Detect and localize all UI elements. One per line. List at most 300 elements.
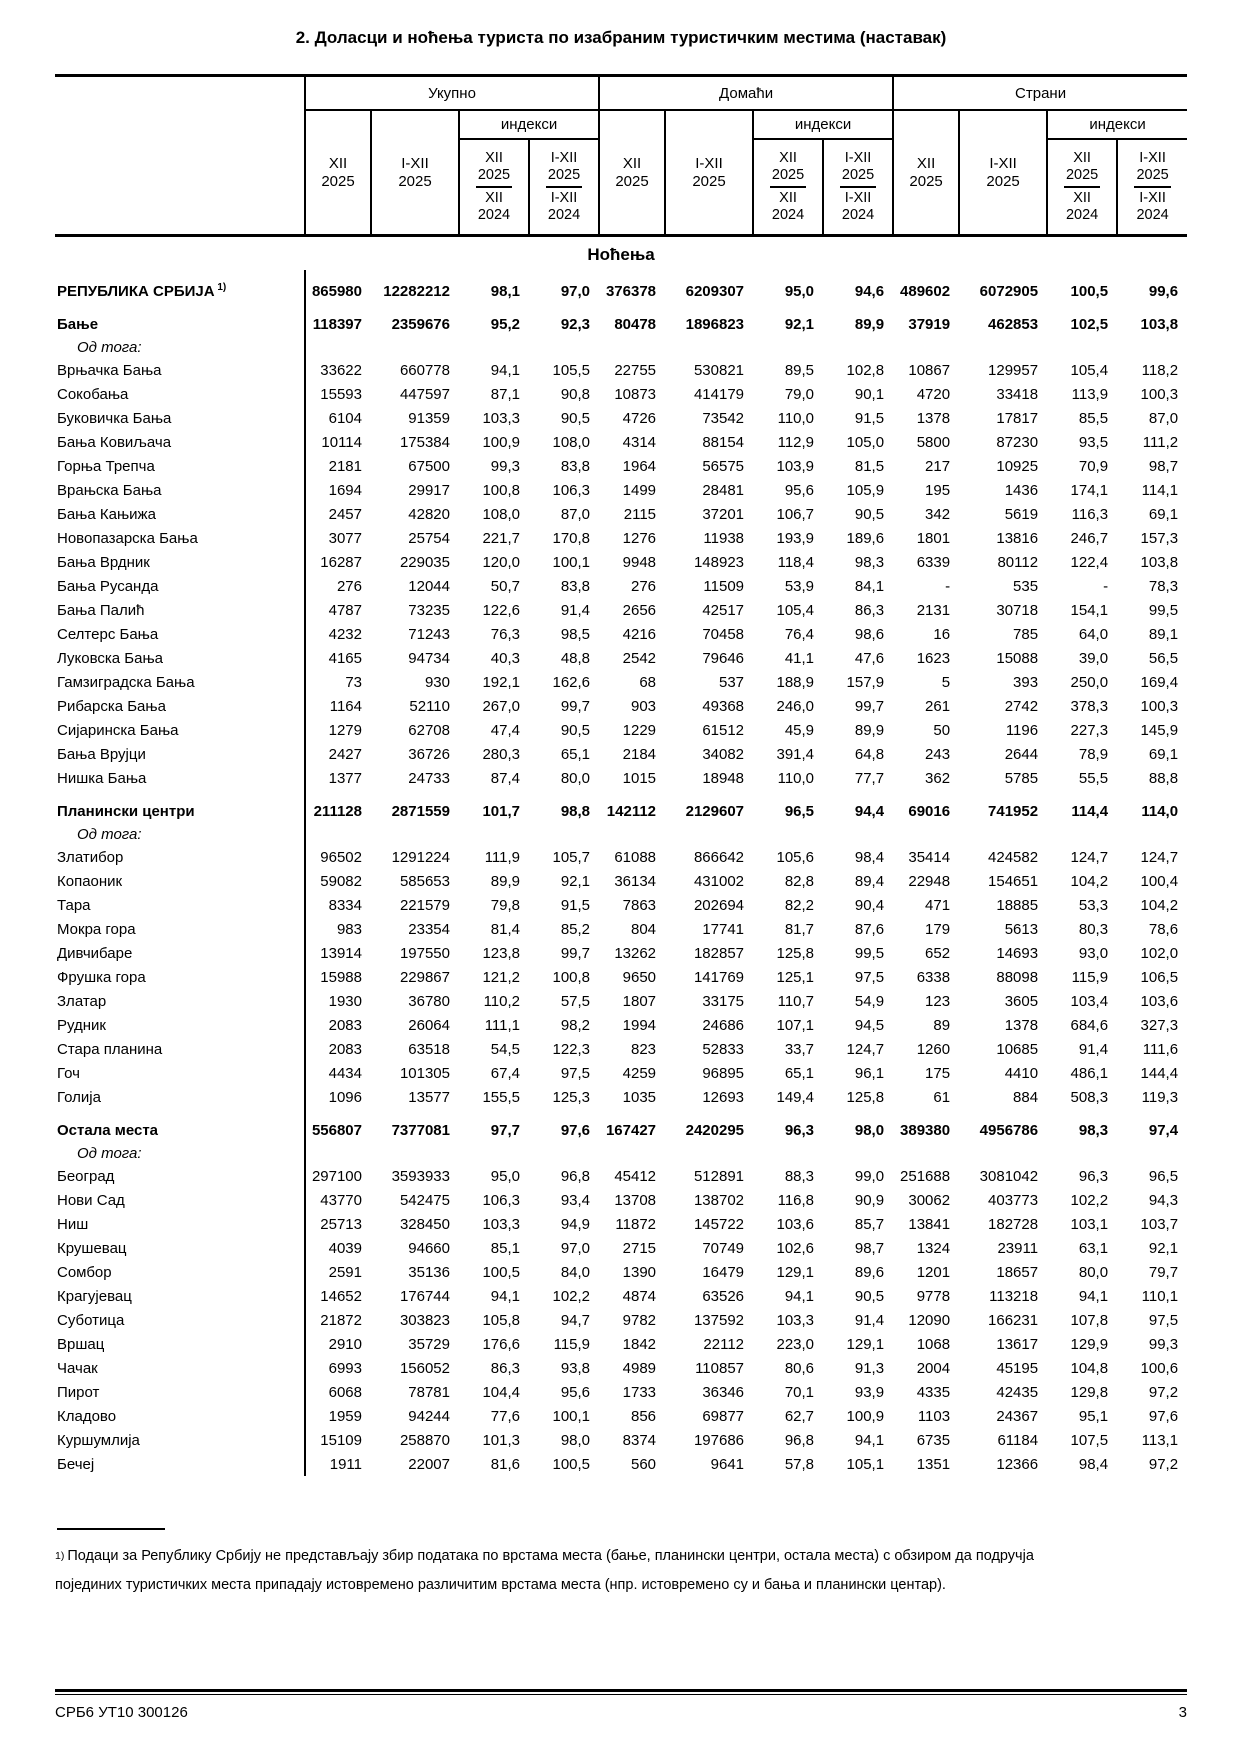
value-cell: 13262	[614, 944, 657, 962]
value-cell: 4314	[622, 433, 657, 451]
value-cell: 97,5	[1148, 1311, 1179, 1329]
value-cell: 85,7	[854, 1215, 885, 1233]
value-cell: 33,7	[784, 1040, 815, 1058]
value-cell: 67500	[408, 457, 450, 475]
value-cell: 90,9	[854, 1191, 885, 1209]
table-row	[55, 965, 1187, 989]
value-cell: 73542	[702, 409, 745, 427]
place-name: Ниш	[55, 1212, 305, 1236]
place-name: Златар	[55, 989, 305, 1013]
value-cell: 512891	[693, 1167, 745, 1185]
value-cell: 2910	[328, 1335, 362, 1353]
value-cell: 30718	[996, 601, 1039, 619]
value-cell: 17741	[702, 920, 745, 938]
value-cell: 18948	[702, 769, 745, 787]
value-cell: 1896823	[685, 315, 745, 333]
value-cell: 96502	[320, 848, 362, 866]
value-cell: 39,0	[1078, 649, 1109, 667]
value-cell: 101,7	[482, 802, 520, 820]
value-cell: 2457	[328, 505, 362, 523]
table-row	[55, 1164, 1187, 1188]
value-cell: 90,4	[854, 896, 885, 914]
place-name: Копаоник	[55, 869, 305, 893]
period-year: 2025	[692, 172, 726, 190]
value-cell: 4259	[622, 1064, 657, 1082]
value-cell: 22948	[908, 872, 951, 890]
value-cell: 4232	[328, 625, 362, 643]
value-cell: 90,1	[854, 385, 885, 403]
value-cell: 61	[933, 1088, 951, 1106]
value-cell: 1103	[917, 1407, 951, 1425]
value-cell: 104,2	[1140, 896, 1179, 914]
value-cell: 2427	[328, 745, 362, 763]
table-row	[55, 742, 1187, 766]
value-cell: 376378	[605, 282, 657, 300]
index-cumulative-ratio-header	[1117, 139, 1187, 236]
table-row	[55, 1013, 1187, 1037]
value-cell: 4720	[916, 385, 951, 403]
place-name: Новопазарска Бања	[55, 526, 305, 550]
value-cell: 91,4	[854, 1311, 885, 1329]
place-name: Бање	[55, 303, 305, 336]
value-cell: 62708	[408, 721, 450, 739]
value-cell: 108,0	[552, 433, 591, 451]
value-cell: 112,9	[777, 433, 815, 451]
value-cell: 129957	[988, 361, 1039, 379]
value-cell: 276	[631, 577, 657, 595]
value-cell: 9641	[710, 1455, 745, 1473]
value-cell: 78,9	[1078, 745, 1109, 763]
value-cell: 2083	[328, 1016, 362, 1034]
place-name: Бања Русанда	[55, 574, 305, 598]
value-cell: 97,0	[560, 282, 591, 300]
value-cell: 2181	[328, 457, 362, 475]
value-cell: 823	[631, 1040, 657, 1058]
value-cell: 125,1	[776, 968, 815, 986]
table-row	[55, 454, 1187, 478]
value-cell: 29917	[408, 481, 450, 499]
value-cell: 118,4	[777, 553, 815, 571]
value-cell: 94,5	[854, 1016, 885, 1034]
period-year: 2025	[321, 172, 355, 190]
value-cell: 138702	[693, 1191, 745, 1209]
value-cell: 54,5	[490, 1040, 520, 1058]
value-cell: 65,1	[560, 745, 591, 763]
place-name: Врњачка Бања	[55, 358, 305, 382]
value-cell: 62,7	[784, 1407, 815, 1425]
value-cell: 1377	[328, 769, 362, 787]
period-year: 2025	[398, 172, 432, 190]
value-cell: 54,9	[854, 992, 885, 1010]
value-cell: 1623	[916, 649, 951, 667]
value-cell: 195	[925, 481, 951, 499]
value-cell: 98,5	[560, 625, 591, 643]
value-cell: 98,1	[490, 282, 520, 300]
value-cell: 276	[336, 577, 362, 595]
value-cell: 125,8	[846, 1088, 885, 1106]
value-cell: 96,5	[1148, 1167, 1179, 1185]
value-cell: 80478	[614, 315, 657, 333]
index-month-ratio-header	[753, 139, 823, 236]
ratio	[460, 150, 528, 224]
value-cell: 1930	[328, 992, 362, 1010]
value-cell: 115,9	[553, 1335, 591, 1353]
value-cell: 53,9	[784, 577, 815, 595]
value-cell: 81,6	[490, 1455, 520, 1473]
value-cell: 40,3	[490, 649, 520, 667]
value-cell: 99,3	[490, 457, 520, 475]
value-cell: 91,5	[854, 409, 885, 427]
value-cell: 24733	[408, 769, 450, 787]
value-cell: 30062	[908, 1191, 951, 1209]
value-cell: 100,8	[482, 481, 520, 499]
section-row	[55, 303, 1187, 336]
value-cell: 1035	[622, 1088, 657, 1106]
value-cell: 97,6	[560, 1121, 591, 1139]
value-cell: 223,0	[776, 1335, 815, 1353]
value-cell: 246,7	[1070, 529, 1109, 547]
value-cell: 94,7	[560, 1311, 591, 1329]
value-cell: 98,0	[854, 1121, 885, 1139]
place-name: Сијаринска Бања	[55, 718, 305, 742]
value-cell: 34082	[702, 745, 745, 763]
value-cell: 142112	[606, 802, 657, 820]
value-cell: 110,7	[777, 992, 815, 1010]
value-cell: 110857	[695, 1359, 745, 1377]
value-cell: 105,6	[776, 848, 815, 866]
value-cell: 107,1	[776, 1016, 815, 1034]
value-cell: 80,0	[1078, 1263, 1109, 1281]
value-cell: 91,5	[560, 896, 591, 914]
value-cell: 22112	[703, 1335, 745, 1353]
value-cell: 120,0	[482, 553, 520, 571]
value-cell: 90,5	[854, 505, 885, 523]
table-row	[55, 1212, 1187, 1236]
value-cell: 13816	[996, 529, 1039, 547]
value-cell: 92,3	[560, 315, 591, 333]
place-name: Планински центри	[55, 790, 305, 823]
value-cell: 106,7	[776, 505, 815, 523]
value-cell: 246,0	[776, 697, 815, 715]
value-cell: 64,8	[854, 745, 885, 763]
ratio-numerator: XII 2025	[476, 150, 512, 188]
value-cell: 70749	[702, 1239, 745, 1257]
table-row	[55, 358, 1187, 382]
place-name: Вршац	[55, 1332, 305, 1356]
empty-cell	[305, 336, 1187, 358]
value-cell: 99,5	[1148, 601, 1179, 619]
value-cell: 87,4	[490, 769, 520, 787]
value-cell: 52110	[409, 697, 450, 715]
value-cell: 97,0	[560, 1239, 591, 1257]
value-cell: 95,2	[490, 315, 520, 333]
value-cell: 489602	[900, 282, 951, 300]
value-cell: 12366	[996, 1455, 1039, 1473]
value-cell: 99,5	[854, 944, 885, 962]
value-cell: 122,6	[482, 601, 520, 619]
value-cell: 103,8	[1140, 553, 1179, 571]
value-cell: 9948	[622, 553, 657, 571]
footnote-marker: 1)	[55, 1550, 65, 1562]
value-cell: 1842	[622, 1335, 657, 1353]
value-cell: 154651	[988, 872, 1039, 890]
place-name: Остала места	[55, 1109, 305, 1142]
table-row	[55, 622, 1187, 646]
table-row	[55, 502, 1187, 526]
value-cell: 25754	[408, 529, 450, 547]
value-cell: 125,8	[776, 944, 815, 962]
place-name: Пирот	[55, 1380, 305, 1404]
place-name: Сокобања	[55, 382, 305, 406]
value-cell: 96,8	[560, 1167, 591, 1185]
value-cell: 93,5	[1078, 433, 1109, 451]
value-cell: 6993	[328, 1359, 362, 1377]
value-cell: 97,5	[560, 1064, 591, 1082]
value-cell: 98,4	[854, 848, 885, 866]
value-cell: 118397	[312, 315, 362, 333]
footer-rule	[55, 1689, 1187, 1695]
value-cell: 2083	[328, 1040, 362, 1058]
value-cell: 2131	[916, 601, 951, 619]
value-cell: 85,1	[490, 1239, 520, 1257]
value-cell: 6104	[328, 409, 362, 427]
value-cell: 6339	[916, 553, 951, 571]
value-cell: 3081042	[979, 1167, 1039, 1185]
ratio	[1118, 150, 1187, 224]
value-cell: 100,5	[482, 1263, 520, 1281]
value-cell: 98,7	[1148, 457, 1179, 475]
value-cell: 98,7	[854, 1239, 885, 1257]
value-cell: 50,7	[490, 577, 520, 595]
value-cell: 116,8	[777, 1191, 815, 1209]
value-cell: 162,6	[552, 673, 591, 691]
value-cell: 89,5	[784, 361, 815, 379]
place-name: Од тога:	[55, 1142, 305, 1164]
value-cell: 71243	[408, 625, 450, 643]
period-label: XII	[622, 154, 642, 172]
value-cell: 174,1	[1070, 481, 1109, 499]
value-cell: 49368	[702, 697, 745, 715]
value-cell: 4989	[622, 1359, 657, 1377]
value-cell: 90,5	[854, 1287, 885, 1305]
value-cell: 103,1	[1070, 1215, 1109, 1233]
subnote-row	[55, 336, 1187, 358]
table-row	[55, 869, 1187, 893]
index-cumulative-ratio-header	[823, 139, 893, 236]
section-row	[55, 790, 1187, 823]
subnote-row	[55, 823, 1187, 845]
value-cell: 1499	[622, 481, 657, 499]
value-cell: 85,5	[1078, 409, 1109, 427]
value-cell: 12090	[908, 1311, 951, 1329]
value-cell: 97,2	[1148, 1383, 1179, 1401]
value-cell: 15988	[320, 968, 362, 986]
value-cell: 424582	[988, 848, 1039, 866]
value-cell: 103,8	[1140, 315, 1179, 333]
table-row	[55, 430, 1187, 454]
value-cell: 56575	[702, 457, 745, 475]
value-cell: 110,1	[1141, 1287, 1179, 1305]
value-cell: 41,1	[784, 649, 815, 667]
value-cell: 182857	[693, 944, 745, 962]
value-cell: 105,8	[482, 1311, 520, 1329]
place-name: Голија	[55, 1085, 305, 1109]
value-cell: 48,8	[560, 649, 591, 667]
value-cell: 99,7	[854, 697, 885, 715]
value-cell: 102,6	[776, 1239, 815, 1257]
value-cell: 884	[1013, 1088, 1039, 1106]
value-cell: 684,6	[1070, 1016, 1109, 1034]
value-cell: 37919	[908, 315, 951, 333]
value-cell: 93,8	[560, 1359, 591, 1377]
value-cell: 90,5	[560, 409, 591, 427]
place-name: Нишка Бања	[55, 766, 305, 790]
value-cell: 5785	[1004, 769, 1039, 787]
value-cell: 585653	[399, 872, 450, 890]
value-cell: 11872	[615, 1215, 657, 1233]
period-cumulative-header	[665, 110, 753, 236]
value-cell: 560	[631, 1455, 657, 1473]
value-cell: 189,6	[846, 529, 885, 547]
value-cell: 327,3	[1140, 1016, 1179, 1034]
value-cell: 197686	[693, 1431, 745, 1449]
value-cell: 4410	[1004, 1064, 1039, 1082]
value-cell: 10867	[908, 361, 951, 379]
value-cell: 47,4	[490, 721, 520, 739]
table-row	[55, 478, 1187, 502]
value-cell: 13577	[408, 1088, 450, 1106]
value-cell: 23354	[408, 920, 450, 938]
value-cell: 79,0	[784, 385, 815, 403]
value-cell: 100,1	[552, 1407, 591, 1425]
value-cell: 8374	[622, 1431, 657, 1449]
value-cell: 111,9	[484, 848, 520, 866]
value-cell: 202694	[693, 896, 745, 914]
value-cell: 221579	[399, 896, 450, 914]
table-row	[55, 598, 1187, 622]
table-row	[55, 893, 1187, 917]
value-cell: 79,7	[1148, 1263, 1179, 1281]
value-cell: 80,0	[560, 769, 591, 787]
value-cell: 35136	[408, 1263, 450, 1281]
value-cell: 103,3	[482, 1215, 520, 1233]
value-cell: 4874	[622, 1287, 657, 1305]
ratio-denominator: I-XII 2024	[841, 190, 875, 224]
group-header-foreign: Страни	[893, 76, 1187, 111]
value-cell: 96,1	[854, 1064, 885, 1082]
table-row	[55, 1308, 1187, 1332]
value-cell: 2656	[622, 601, 657, 619]
value-cell: 393	[1013, 673, 1039, 691]
value-cell: 2359676	[391, 315, 450, 333]
value-cell: 101,3	[482, 1431, 520, 1449]
value-cell: 166231	[988, 1311, 1039, 1329]
place-name: Од тога:	[55, 823, 305, 845]
value-cell: 81,4	[490, 920, 520, 938]
value-cell: 1378	[916, 409, 951, 427]
value-cell: 87,6	[854, 920, 885, 938]
value-cell: 342	[925, 505, 951, 523]
value-cell: 110,0	[777, 769, 815, 787]
value-cell: 1324	[916, 1239, 951, 1257]
value-cell: 88,8	[1148, 769, 1179, 787]
value-cell: 76,4	[784, 625, 815, 643]
place-name: Стара планина	[55, 1037, 305, 1061]
table-row	[55, 845, 1187, 869]
value-cell: 119,3	[1141, 1088, 1179, 1106]
value-cell: 15593	[320, 385, 362, 403]
value-cell: 37201	[702, 505, 745, 523]
value-cell: 4956786	[979, 1121, 1039, 1139]
value-cell: 6338	[916, 968, 951, 986]
value-cell: 1378	[1004, 1016, 1039, 1034]
value-cell: 125,3	[552, 1088, 591, 1106]
value-cell: 100,5	[552, 1455, 591, 1473]
value-cell: 1964	[622, 457, 657, 475]
value-cell: 67,4	[490, 1064, 520, 1082]
place-column-header	[55, 76, 305, 236]
value-cell: 47,6	[854, 649, 885, 667]
value-cell: 55,5	[1078, 769, 1109, 787]
value-cell: 106,3	[482, 1191, 520, 1209]
value-cell: 4787	[328, 601, 362, 619]
value-cell: 1390	[622, 1263, 657, 1281]
value-cell: 113218	[989, 1287, 1039, 1305]
value-cell: 42820	[408, 505, 450, 523]
value-cell: 102,0	[1140, 944, 1179, 962]
value-cell: 104,4	[482, 1383, 520, 1401]
value-cell: 25713	[320, 1215, 362, 1233]
value-cell: 2871559	[391, 802, 450, 820]
place-name: Мокра гора	[55, 917, 305, 941]
value-cell: 103,6	[776, 1215, 815, 1233]
value-cell: 508,3	[1070, 1088, 1109, 1106]
value-cell: 94,4	[854, 802, 885, 820]
value-cell: 86,3	[490, 1359, 520, 1377]
table-row	[55, 646, 1187, 670]
value-cell: 129,1	[776, 1263, 815, 1281]
place-name: Бечеј	[55, 1452, 305, 1476]
value-cell: 221,7	[482, 529, 520, 547]
value-cell: 36780	[408, 992, 450, 1010]
value-cell: 35729	[408, 1335, 450, 1353]
value-cell: 169,4	[1140, 673, 1179, 691]
value-cell: 197550	[399, 944, 450, 962]
value-cell: 866642	[693, 848, 745, 866]
value-cell: 303823	[399, 1311, 450, 1329]
value-cell: 100,8	[552, 968, 591, 986]
table-row	[55, 1332, 1187, 1356]
value-cell: 103,4	[1070, 992, 1109, 1010]
place-name: Сомбор	[55, 1260, 305, 1284]
value-cell: 61512	[702, 721, 745, 739]
period-label: I-XII	[989, 154, 1017, 172]
table-row	[55, 989, 1187, 1013]
value-cell: 13708	[614, 1191, 657, 1209]
value-cell: -	[945, 577, 951, 595]
value-cell: 94,9	[560, 1215, 591, 1233]
value-cell: 229867	[399, 968, 450, 986]
page-title: 2. Доласци и ноћења туриста по изабраним туристичким местима (наставак)	[295, 28, 947, 47]
value-cell: 56,5	[1148, 649, 1179, 667]
value-cell: 157,9	[846, 673, 885, 691]
value-cell: 156052	[399, 1359, 450, 1377]
value-cell: 99,7	[560, 697, 591, 715]
footnote-text: Подаци за Републику Србију не представљају збир података по врстама места (бање, планински центри, остала места) с обзиром да подручја појединих туристичких места припадају истовремено различитим врстама места (нпр. истовремено су и бања и планински центар).	[55, 1548, 1034, 1593]
value-cell: 99,7	[560, 944, 591, 962]
place-name: Буковичка Бања	[55, 406, 305, 430]
footnote	[55, 1542, 1075, 1600]
